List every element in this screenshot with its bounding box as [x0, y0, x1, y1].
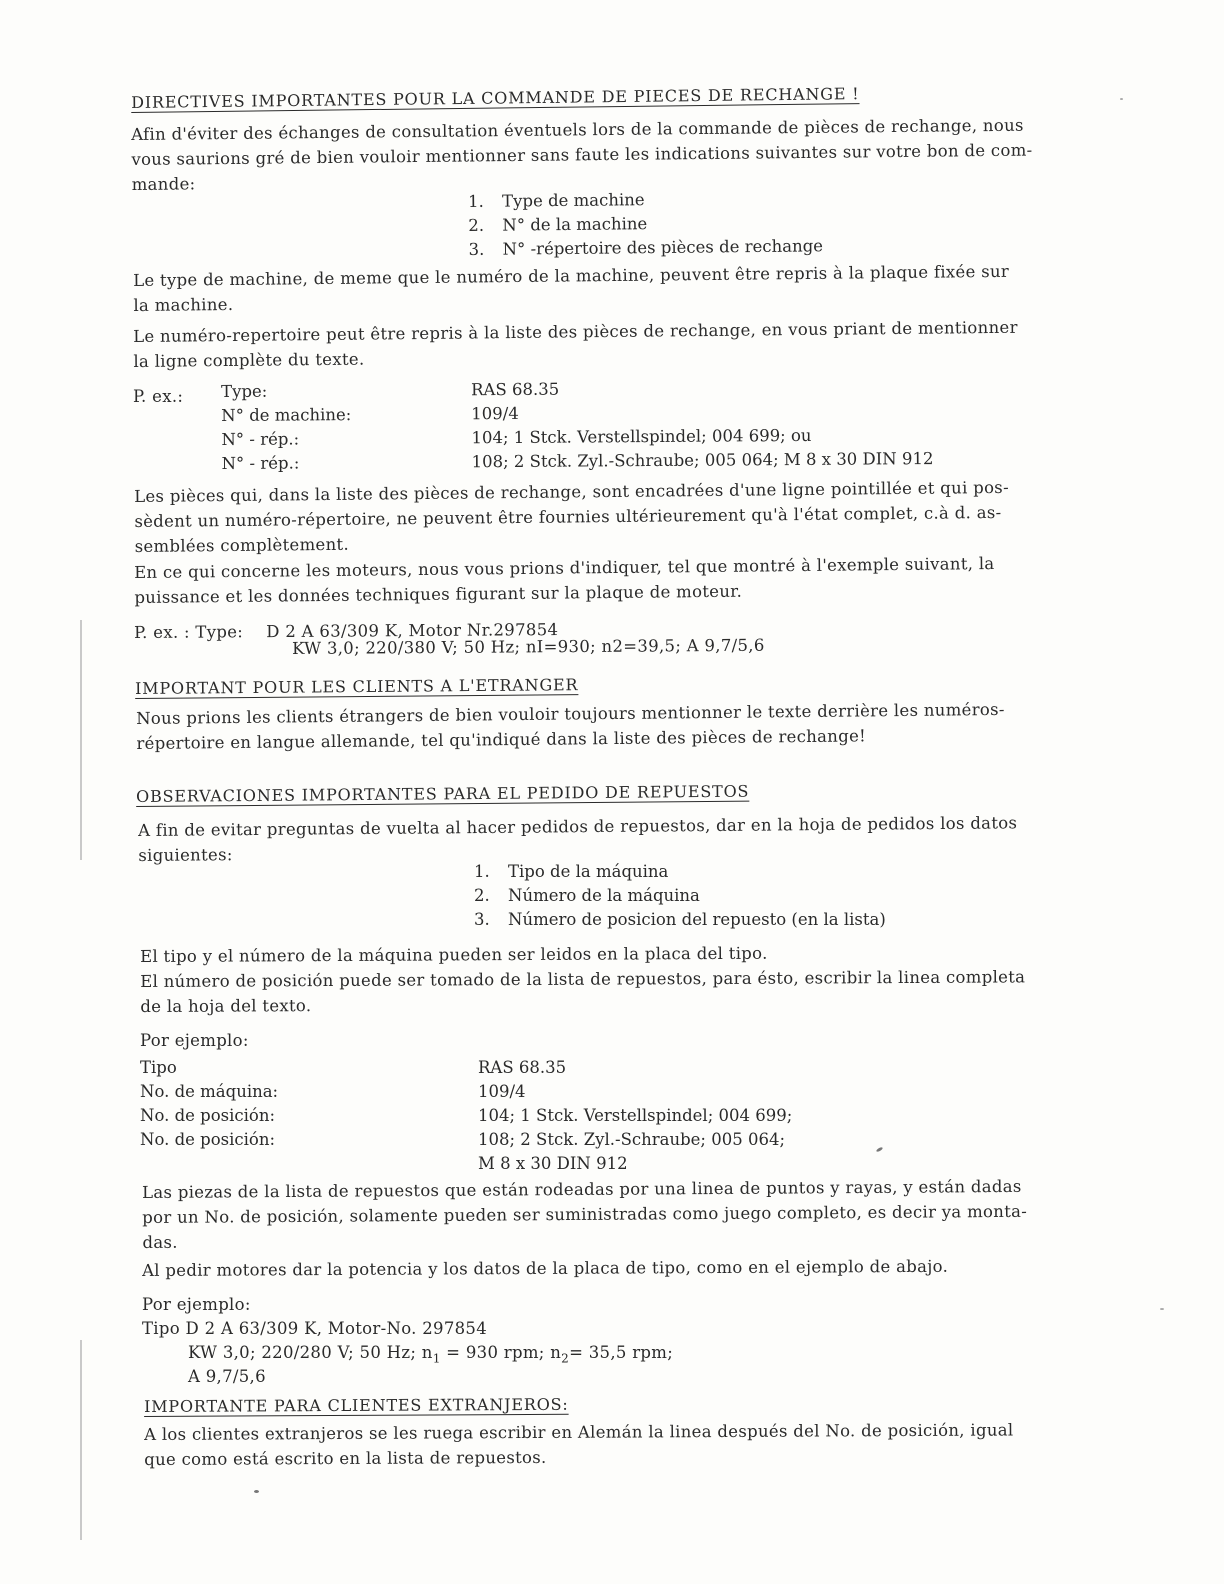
text-line: Afin d'éviter des échanges de consultation éventuels lors de la commande de pièces de rechange, nous [131, 115, 1024, 144]
text-line: puissance et les données techniques figurant sur la plaque de moteur. [134, 581, 743, 607]
es-example-table [140, 1056, 792, 1176]
example-row: N° de machine: 109/4 [221, 403, 519, 425]
es-motor-example-line1: Tipo D 2 A 63/309 K, Motor-No. 297854 [142, 1319, 488, 1338]
es-motores-paragraph: Al pedir motores dar la potencia y los datos de la placa de tipo, como en el ejemplo de abajo. [142, 1256, 949, 1280]
scan-speck [1120, 98, 1123, 100]
fr-pieces-paragraph [134, 474, 1095, 559]
scan-speck [876, 1146, 884, 1152]
es-heading: OBSERVACIONES IMPORTANTES PARA EL PEDIDO DE REPUESTOS [136, 781, 750, 806]
list-item: 3. Número de posicion del repuesto (en la lista) [474, 910, 886, 929]
es-required-info-list [474, 860, 886, 932]
list-item: 1. Type de machine [468, 190, 645, 211]
motor-type-value: D 2 A 63/309 K, Motor Nr.297854 [266, 620, 559, 642]
list-item: 2. N° de la machine [468, 214, 648, 235]
list-item: 1. Tipo de la máquina [474, 862, 669, 881]
example-row: Tipo RAS 68.35 [140, 1058, 567, 1077]
example-row: N° - rép.: 108; 2 Stck. Zyl.-Schraube; 005 064; M 8 x 30 DIN 912 [221, 449, 934, 473]
text-line: Las piezas de la lista de repuestos que están rodeadas por una linea de puntos y rayas, y están dadas [142, 1176, 1022, 1202]
fr-example-table [221, 375, 934, 476]
scan-speck [1160, 1308, 1164, 1310]
text-line: semblées complètement. [134, 534, 350, 556]
text-line: la ligne complète du texte. [133, 349, 365, 371]
es-motor-example-line3: A 9,7/5,6 [188, 1367, 266, 1386]
es-piezas-paragraph [142, 1173, 1103, 1255]
text-line: A los clientes extranjeros se les ruega escribir en Alemán la linea después del No. de posición, igual [144, 1420, 1014, 1444]
text-line: de la hoja del texto. [140, 996, 312, 1016]
example-row: N° - rép.: 104; 1 Stck. Verstellspindel; 004 699; ou [221, 425, 812, 449]
text-line: El número de posición puede ser tomado de la lista de repuestos, para ésto, escribir la linea completa [140, 967, 1026, 991]
fr-repertoire-paragraph [133, 314, 1093, 374]
es-motor-example-label: Por ejemplo: [142, 1295, 251, 1314]
scan-speck [254, 1490, 259, 1493]
text-line: Le type de machine, de meme que le numéro de la machine, peuvent être repris à la plaque fixée sur [133, 261, 1010, 290]
es-foreign-heading: IMPORTANTE PARA CLIENTES EXTRANJEROS: [144, 1394, 569, 1416]
fr-example-label: P. ex.: [133, 387, 184, 406]
text-line: por un No. de posición, solamente pueden ser suministradas como juego completo, es decir ya monta- [142, 1201, 1028, 1227]
text-line: mande: [131, 174, 196, 194]
text-line: Le numéro-repertoire peut être repris à la liste des pièces de rechange, en vous priant de mentionner [133, 317, 1018, 346]
list-item: 2. Número de la máquina [474, 886, 700, 905]
text-line: das. [142, 1232, 178, 1252]
es-foreign-paragraph [144, 1417, 1104, 1472]
text-line: sèdent un numéro-répertoire, ne peuvent être fournies ultérieurement qu'à l'état complet, c.à d. as- [134, 502, 1002, 531]
es-tipo-paragraph [140, 939, 1100, 1019]
es-motor-example-line2: KW 3,0; 220/280 V; 50 Hz; $n_1 = 930$ rpm; $n_2= 35,5$ rpm; [188, 1343, 674, 1366]
es-example-label: Por ejemplo: [140, 1031, 249, 1050]
scan-margin-mark [80, 1340, 82, 1540]
list-item: 3. N° -répertoire des pièces de rechange [468, 236, 824, 259]
fr-type-paragraph [133, 258, 1093, 318]
text-line: En ce qui concerne les moteurs, nous vous prions d'indiquer, tel que montré à l'exemple suivant, la [134, 553, 995, 582]
example-row: No. de máquina: 109/4 [140, 1082, 526, 1101]
fr-foreign-paragraph [136, 696, 1096, 756]
motor-example-label: P. ex. : Type: [134, 622, 244, 642]
fr-motor-example-line2: KW 3,0; 220/380 V; 50 Hz; nI=930; n2=39,5; A 9,7/5,6 [292, 635, 765, 658]
example-row: M 8 x 30 DIN 912 [478, 1154, 628, 1173]
fr-heading: DIRECTIVES IMPORTANTES POUR LA COMMANDE DE PIECES DE RECHANGE ! [131, 84, 860, 112]
text-line: El tipo y el número de la máquina pueden ser leidos en la placa del tipo. [140, 943, 768, 966]
text-line: la machine. [133, 294, 234, 315]
fr-foreign-heading: IMPORTANT POUR LES CLIENTS A L'ETRANGER [135, 675, 579, 698]
scan-margin-mark [80, 620, 82, 860]
example-row: No. de posición: 104; 1 Stck. Verstellspindel; 004 699; [140, 1106, 793, 1125]
fr-moteurs-paragraph [134, 550, 1094, 610]
text-line: vous saurions gré de bien vouloir mentionner sans faute les indications suivantes sur votre bon de com- [131, 140, 1033, 169]
example-row: Type: RAS 68.35 [221, 379, 560, 401]
text-line: Nous prions les clients étrangers de bien vouloir toujours mentionner le texte derrière les numéros- [136, 699, 1005, 728]
fr-required-info-list [468, 186, 823, 262]
text-line: répertoire en langue allemande, tel qu'indiqué dans la liste des pièces de rechange! [136, 726, 867, 753]
example-row: No. de posición: 108; 2 Stck. Zyl.-Schraube; 005 064; [140, 1130, 786, 1149]
fr-intro-paragraph [131, 112, 1092, 197]
text-line: A fin de evitar preguntas de vuelta al hacer pedidos de repuestos, dar en la hoja de pedidos los datos [138, 813, 1018, 840]
text-line: que como está escrito en la lista de repuestos. [144, 1447, 547, 1469]
text-line: Les pièces qui, dans la liste des pièces de rechange, sont encadrées d'une ligne pointillée et qui pos- [134, 477, 1009, 506]
text-line: siguientes: [138, 845, 233, 865]
